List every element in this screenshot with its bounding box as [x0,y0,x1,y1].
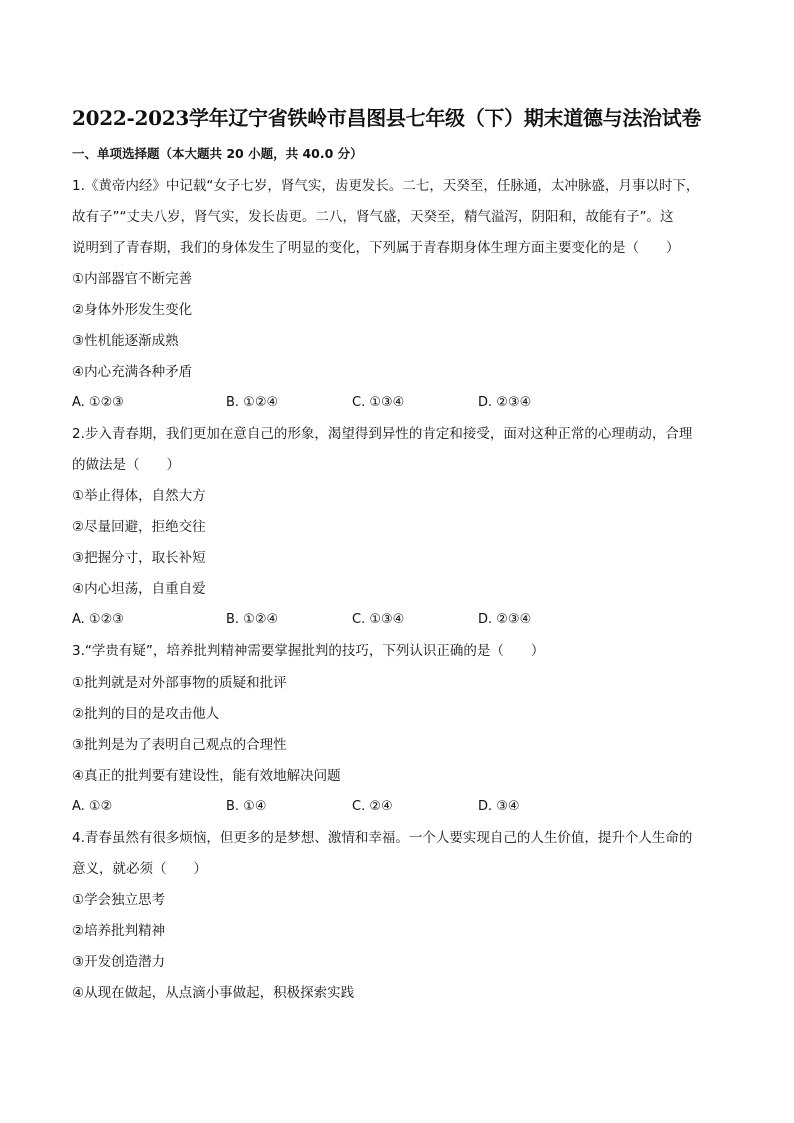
statement: ④从现在做起，从点滴小事做起，积极探索实践 [72,985,355,1001]
option-d: D. ②③④ [478,612,532,627]
option-c: C. ①③④ [352,612,405,627]
answer-options [72,393,722,413]
statement: ①举止得体，自然大方 [72,488,206,504]
answer-options [72,610,722,630]
statement: ①学会独立思考 [72,892,166,908]
statement: ③性机能逐渐成熟 [72,333,179,349]
statement: ③批判是为了表明自己观点的合理性 [72,737,287,753]
question-stem-line: 2.步入青春期，我们更加在意自己的形象，渴望得到异性的肯定和接受，面对这种正常的心理萌动，合理 [72,426,693,442]
question-stem-line: 1.《黄帝内经》中记载“女子七岁，肾气实，齿更发长。二七，天癸至，任脉通，太冲脉盛，月事以时下， [72,178,700,194]
question-stem-line: 意义，就必须（ ） [72,861,207,877]
question-stem-line: 的做法是（ ） [72,457,180,473]
option-d: D. ②③④ [478,395,532,410]
statement: ①内部器官不断完善 [72,271,193,287]
option-a: A. ①②③ [72,612,124,627]
statement: ④真正的批判要有建设性，能有效地解决问题 [72,768,341,784]
statement: ②尽量回避，拒绝交往 [72,519,206,535]
option-b: B. ①④ [226,799,267,814]
option-a: A. ①② [72,799,113,814]
statement: ②身体外形发生变化 [72,302,193,318]
statement: ④内心坦荡，自重自爱 [72,581,206,597]
option-b: B. ①②④ [226,395,279,410]
question-stem-line: 说明到了青春期，我们的身体发生了明显的变化，下列属于青春期身体生理方面主要变化的是（ ） [72,240,680,256]
question-stem-line: 3.“学贵有疑”，培养批判精神需要掌握批判的技巧，下列认识正确的是（ ） [72,643,545,659]
statement: ③把握分寸，取长补短 [72,550,206,566]
option-a: A. ①②③ [72,395,124,410]
statement: ①批判就是对外部事物的质疑和批评 [72,675,287,691]
question-stem-line: 4.青春虽然有很多烦恼，但更多的是梦想、激情和幸福。一个人要实现自己的人生价值，提升个人生命的 [72,830,693,846]
option-c: C. ②④ [352,799,393,814]
option-c: C. ①③④ [352,395,405,410]
section-heading: 一、单项选择题（本大题共 20 小题，共 40.0 分） [72,146,363,161]
option-d: D. ③④ [478,799,520,814]
answer-options [72,797,722,817]
statement: ②批判的目的是攻击他人 [72,706,220,722]
statement: ③开发创造潜力 [72,954,166,970]
question-stem-line: 故有子”“丈夫八岁，肾气实，发长齿更。二八，肾气盛，天癸至，精气溢泻，阴阳和，故能有子”。这 [72,209,674,225]
statement: ④内心充满各种矛盾 [72,364,193,380]
page-title: 2022-2023学年辽宁省铁岭市昌图县七年级（下）期末道德与法治试卷 [72,106,702,130]
statement: ②培养批判精神 [72,923,166,939]
option-b: B. ①②④ [226,612,279,627]
